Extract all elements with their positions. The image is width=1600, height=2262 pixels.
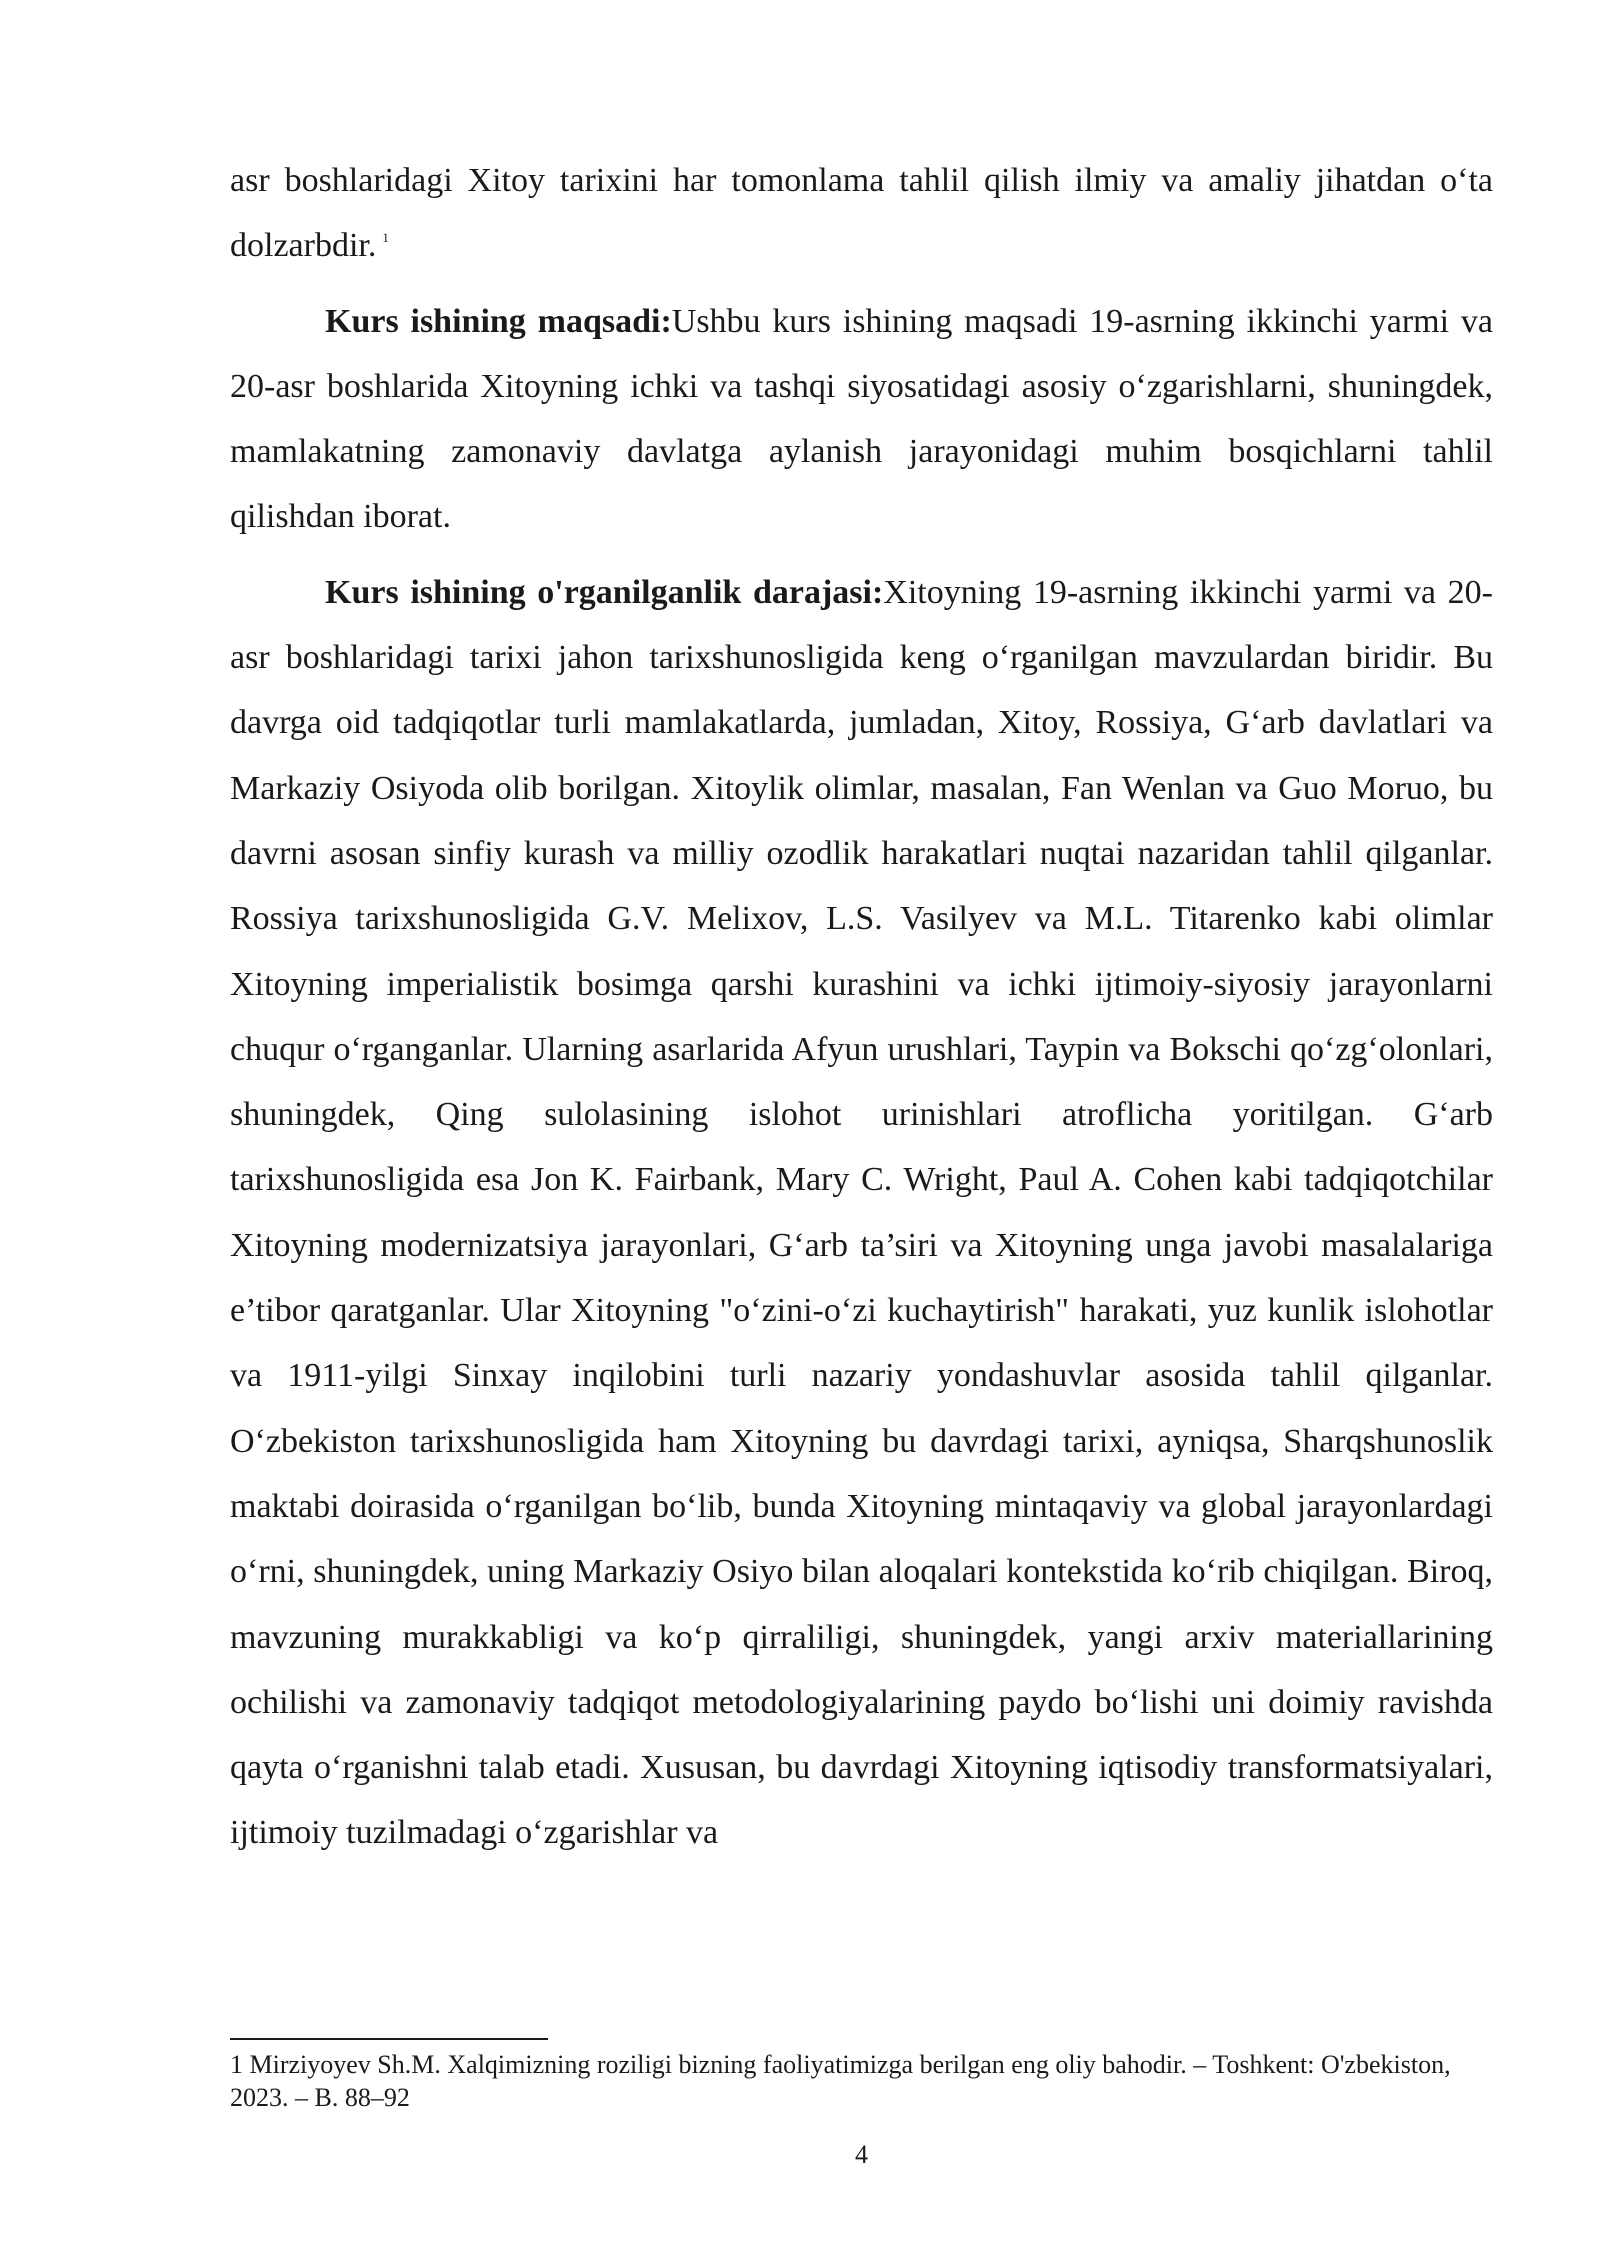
paragraph-lead-heading: Kurs ishining maqsadi: — [325, 302, 672, 340]
page-number: 4 — [855, 2140, 868, 2169]
footnote: 1 Mirziyoyev Sh.M. Xalqimizning roziligi bizning faoliyatimizga berilgan eng oliy bahodir. – Toshkent: O'zbekiston, 2023. – B. 88–92 — [230, 2050, 1451, 2112]
footnote-separator — [230, 2038, 548, 2040]
paragraph-text: asr boshlaridagi Xitoy tarixini har tomonlama tahlil qilish ilmiy va amaliy jihatdan oʻta dolzarbdir. — [230, 162, 1493, 265]
paragraph-literature-review — [230, 560, 1493, 1866]
paragraph-goal — [230, 289, 1493, 550]
footnote-reference: 1 — [382, 230, 389, 246]
paragraph-text: Ushbu kurs ishining maqsadi 19-asrning ikkinchi yarmi va 20-asr boshlarida Xitoyning ichki va tashqi siyosatidagi asosiy oʻzgarishlarni, shuningdek, mamlakatning zamonaviy davlatga aylanish jarayonidagi muhim bosqichlarni tahlil qilishdan iborat. — [230, 302, 1493, 536]
paragraph-intro-continuation — [230, 148, 1493, 279]
paragraph-lead-heading: Kurs ishining o'rganilganlik darajasi: — [325, 573, 884, 611]
page-body — [230, 148, 1493, 1866]
paragraph-text: Xitoyning 19-asrning ikkinchi yarmi va 20-asr boshlaridagi tarixi jahon tarixshunosligida keng oʻrganilgan mavzulardan biridir. Bu davrga oid tadqiqotlar turli mamlakatlarda, jumladan, Xitoy, Rossiya, Gʻarb davlatlari va Markaziy Osiyoda olib borilgan. Xitoylik olimlar, masalan, Fan Wenlan va Guo Moruo, bu davrni asosan sinfiy kurash va milliy ozodlik harakatlari nuqtai nazaridan tahlil qilganlar. Rossiya tarixshunosligida G.V. Melixov, L.S. Vasilyev va M.L. Titarenko kabi olimlar Xitoyning imperialistik bosimga qarshi kurashini va ichki ijtimoiy-siyosiy jarayonlarni chuqur oʻrganganlar. Ularning asarlarida Afyun urushlari, Taypin va Bokschi qoʻzgʻolonlari, shuningdek, Qing sulolasining islohot urinishlari atroflicha yoritilgan. Gʻarb tarixshunosligida esa Jon K. Fairbank, Mary C. Wright, Paul A. Cohen kabi tadqiqotchilar Xitoyning modernizatsiya jarayonlari, Gʻarb ta’siri va Xitoyning unga javobi masalalariga e’tibor qaratganlar. Ular Xitoyning "oʻzini-oʻzi kuchaytirish" harakati, yuz kunlik islohotlar va 1911-yilgi Sinxay inqilobini turli nazariy yondashuvlar asosida tahlil qilganlar. Oʻzbekiston tarixshunosligida ham Xitoyning bu davrdagi tarixi, ayniqsa, Sharqshunoslik maktabi doirasida oʻrganilgan boʻlib, bunda Xitoyning mintaqaviy va global jarayonlardagi oʻrni, shuningdek, uning Markaziy Osiyo bilan aloqalari kontekstida koʻrib chiqilgan. Biroq, mavzuning murakkabligi va koʻp qirraliligi, shuningdek, yangi arxiv materiallarining ochilishi va zamonaviy tadqiqot metodologiyalarining paydo boʻlishi uni doimiy ravishda qayta oʻrganishni talab etadi. Xususan, bu davrdagi Xitoyning iqtisodiy transformatsiyalari, ijtimoiy tuzilmadagi oʻzgarishlar va — [230, 573, 1493, 1852]
